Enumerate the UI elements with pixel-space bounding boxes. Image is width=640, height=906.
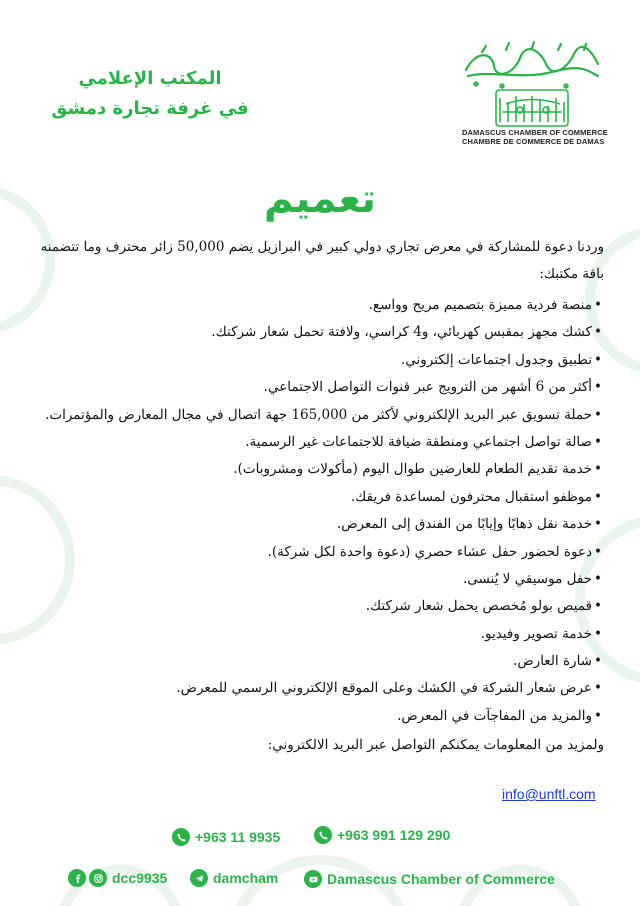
list-item xyxy=(30,593,604,620)
list-item-text: كشك مجهز بمقبس كهربائي، و4 كراسي، ولافتة تحمل شعار شركتك. xyxy=(211,324,592,341)
bullet-mark: • xyxy=(594,625,602,642)
bullet-mark: • xyxy=(594,488,602,505)
list-item-text: حملة تسويق عبر البريد الإلكتروني لأكثر من 165,000 جهة اتصال في مجال المعارض والمؤتمرات. xyxy=(45,406,592,423)
email-link[interactable]: info@unftl.com xyxy=(502,786,596,802)
whatsapp-phone-icon xyxy=(314,826,332,844)
bullet-mark: • xyxy=(594,324,602,341)
telegram-handle-text: damcham xyxy=(213,870,279,886)
list-item-text: خدمة تقديم الطعام للعارضين طوال اليوم (مأكولات ومشروبات). xyxy=(233,461,592,478)
list-item-text: منصة فردية مميزة بتصميم مريح وواسع. xyxy=(368,297,592,313)
media-office-heading xyxy=(40,64,260,124)
logo-caption-en: DAMASCUS CHAMBER OF COMMERCE xyxy=(462,128,608,137)
social-handle-text: dcc9935 xyxy=(112,870,168,886)
bullet-mark: • xyxy=(594,379,602,396)
intro-paragraph: وردنا دعوة للمشاركة في معرض تجاري دولي كبير في البرازيل يضم 50,000 زائر محترف وما تتضمنه باقة مكتبك: xyxy=(40,239,604,282)
list-item-text: أكثر من 6 أشهر من الترويج عبر قنوات التواصل الاجتماعي. xyxy=(263,379,592,396)
list-item-text: قميص بولو مُخصص يحمل شعار شركتك. xyxy=(365,598,592,615)
list-item xyxy=(30,648,604,675)
bullet-mark: • xyxy=(594,406,602,423)
list-item-text: شارة العارض. xyxy=(513,653,592,670)
bullet-mark: • xyxy=(594,461,602,478)
list-item-text: عرض شعار الشركة في الكشك وعلى الموقع الإلكتروني الرسمي للمعرض. xyxy=(176,680,592,697)
bullet-mark: • xyxy=(594,516,602,533)
list-item xyxy=(30,292,604,319)
offer-list xyxy=(30,292,604,730)
list-item xyxy=(30,621,604,648)
list-item-text: دعوة لحضور حفل عشاء حصري (دعوة واحدة لكل شركة). xyxy=(267,543,592,560)
bullet-mark: • xyxy=(594,707,602,724)
bullet-mark: • xyxy=(594,653,602,670)
list-item-text: صالة تواصل اجتماعي ومنطقة ضيافة للاجتماعات غير الرسمية. xyxy=(245,433,592,450)
list-item xyxy=(30,429,604,456)
bullet-mark: • xyxy=(594,351,602,368)
phone-mobile-contact[interactable] xyxy=(314,826,450,844)
bullet-mark: • xyxy=(594,570,602,587)
bullet-mark: • xyxy=(594,297,602,313)
list-item xyxy=(30,402,604,429)
list-item xyxy=(30,347,604,374)
office-line-1: المكتب الإعلامي xyxy=(78,68,222,89)
youtube-contact[interactable] xyxy=(304,870,555,888)
telegram-contact[interactable] xyxy=(190,869,278,887)
bullet-mark: • xyxy=(594,680,602,697)
bullet-mark: • xyxy=(594,433,602,450)
phone-landline-contact[interactable] xyxy=(172,828,280,846)
list-item xyxy=(30,374,604,401)
list-item-text: خدمة نقل ذهابًا وإيابًا من الفندق إلى المعرض. xyxy=(336,516,592,533)
youtube-channel-text: Damascus Chamber of Commerce xyxy=(327,871,555,887)
telegram-icon xyxy=(190,869,208,887)
list-item-text: والمزيد من المفاجآت في المعرض. xyxy=(397,707,592,724)
bullet-mark: • xyxy=(594,598,602,615)
list-item xyxy=(30,703,604,730)
circular-body xyxy=(30,234,604,758)
phone-landline-text: +963 11 9935 xyxy=(195,829,281,845)
logo-caption xyxy=(462,128,612,146)
list-item xyxy=(30,675,604,702)
list-item-text: موظفو استقبال محترفون لمساعدة فريقك. xyxy=(350,488,592,505)
list-item xyxy=(30,511,604,538)
facebook-icon xyxy=(68,869,86,887)
list-item xyxy=(30,484,604,511)
list-item-text: حفل موسيقي لا يُنسى. xyxy=(462,570,592,587)
phone-mobile-text: +963 991 129 290 xyxy=(337,827,451,843)
logo-caption-fr: CHAMBRE DE COMMERCE DE DAMAS xyxy=(462,137,605,146)
social-handle-contact[interactable] xyxy=(68,869,167,887)
list-item-text: خدمة تصوير وفيديو. xyxy=(480,625,592,642)
list-item xyxy=(30,319,604,346)
youtube-icon xyxy=(304,870,322,888)
page-title: تعميم xyxy=(263,176,377,222)
list-item xyxy=(30,456,604,483)
list-item xyxy=(30,539,604,566)
list-item xyxy=(30,566,604,593)
instagram-icon xyxy=(89,869,107,887)
whatsapp-phone-icon xyxy=(172,828,190,846)
list-item-text: تطبيق وجدول اجتماعات إلكتروني. xyxy=(400,351,592,368)
outro-paragraph: ولمزيد من المعلومات يمكنكم التواصل عبر البريد الالكتروني: xyxy=(267,737,604,754)
bullet-mark: • xyxy=(594,543,602,560)
office-line-2: في غرفة تجارة دمشق xyxy=(51,98,249,119)
